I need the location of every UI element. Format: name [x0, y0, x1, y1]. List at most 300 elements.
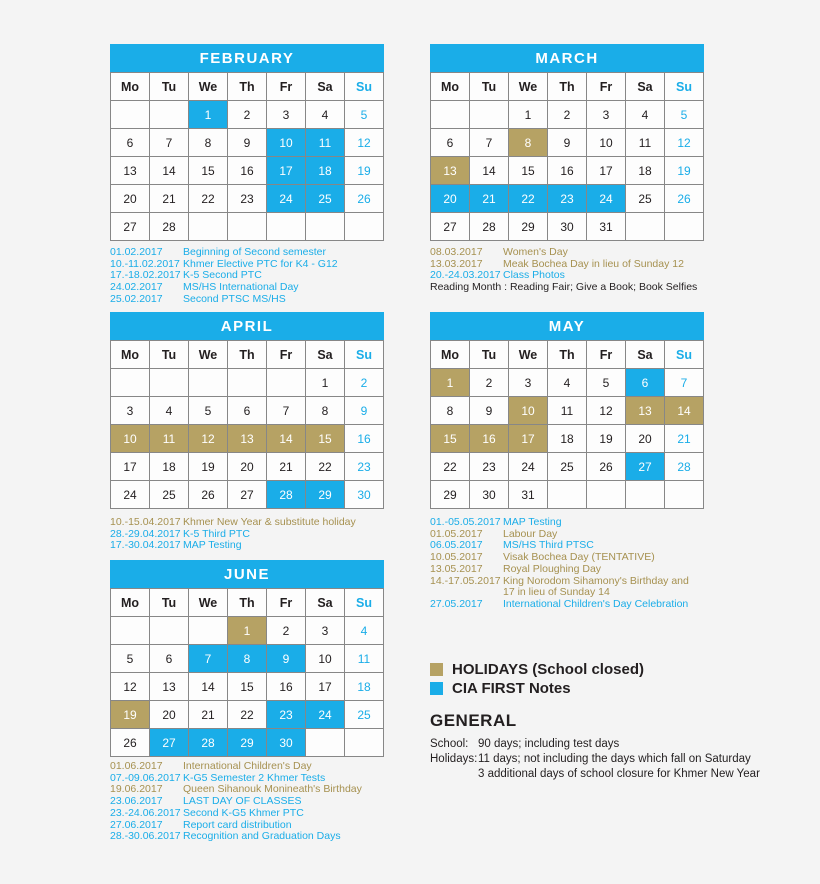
month-may [430, 312, 704, 509]
day-cell-june-22: 22 [228, 701, 267, 729]
month-march [430, 44, 704, 241]
day-cell-may-17: 17 [509, 425, 548, 453]
day-cell-march-11: 11 [626, 129, 665, 157]
note-text: Recognition and Graduation Days [183, 830, 341, 843]
general-empty-label [430, 767, 478, 782]
week-row-3 [431, 157, 704, 185]
day-cell-empty [548, 481, 587, 509]
note-row [430, 564, 730, 576]
day-cell-june-1: 1 [228, 617, 267, 645]
day-cell-empty [431, 101, 470, 129]
week-row-1 [111, 617, 384, 645]
week-row-2 [111, 397, 384, 425]
day-cell-april-6: 6 [228, 397, 267, 425]
general-title: GENERAL [430, 711, 517, 730]
note-date: 01.05.2017 [430, 527, 483, 540]
note-text: Class Photos [503, 269, 565, 282]
weekday-th: Th [548, 341, 587, 369]
day-cell-march-29: 29 [509, 213, 548, 241]
week-row-1 [431, 101, 704, 129]
day-cell-may-15: 15 [431, 425, 470, 453]
day-cell-february-13: 13 [111, 157, 150, 185]
note-row [110, 517, 410, 529]
general-school-label: School: [430, 738, 469, 750]
day-cell-june-24: 24 [306, 701, 345, 729]
day-cell-may-21: 21 [665, 425, 704, 453]
note-date: 17.-30.04.2017 [110, 539, 181, 552]
week-row-2 [111, 129, 384, 157]
general-section [430, 711, 760, 782]
general-school-line [430, 737, 760, 752]
note-date: 28.-29.04.2017 [110, 527, 181, 540]
day-cell-march-18: 18 [626, 157, 665, 185]
day-cell-june-26: 26 [111, 729, 150, 757]
notes-may [430, 517, 730, 611]
day-cell-february-17: 17 [267, 157, 306, 185]
day-cell-june-25: 25 [345, 701, 384, 729]
day-cell-february-12: 12 [345, 129, 384, 157]
day-cell-may-10: 10 [509, 397, 548, 425]
month-title-march: MARCH [430, 44, 704, 72]
weekday-su: Su [665, 73, 704, 101]
weekday-sa: Sa [306, 589, 345, 617]
day-cell-empty [665, 213, 704, 241]
week-row-5 [111, 729, 384, 757]
weekday-su: Su [665, 341, 704, 369]
day-cell-march-2: 2 [548, 101, 587, 129]
note-text: Report card distribution [183, 818, 292, 831]
note-text: Meak Bochea Day in lieu of Sunday 12 [503, 257, 684, 270]
day-cell-may-23: 23 [470, 453, 509, 481]
day-cell-may-27: 27 [626, 453, 665, 481]
day-cell-march-20: 20 [431, 185, 470, 213]
day-cell-march-14: 14 [470, 157, 509, 185]
weekday-fr: Fr [587, 73, 626, 101]
month-grid-march [430, 72, 704, 241]
day-cell-march-5: 5 [665, 101, 704, 129]
weekday-we: We [509, 341, 548, 369]
legend-notes-label: CIA FIRST Notes [452, 680, 571, 697]
day-cell-april-26: 26 [189, 481, 228, 509]
note-date: 10.-11.02.2017 [110, 257, 180, 270]
day-cell-may-16: 16 [470, 425, 509, 453]
day-cell-june-7: 7 [189, 645, 228, 673]
day-cell-april-29: 29 [306, 481, 345, 509]
day-cell-march-27: 27 [431, 213, 470, 241]
note-date: 01.06.2017 [110, 760, 163, 772]
weekday-su: Su [345, 73, 384, 101]
day-cell-may-28: 28 [665, 453, 704, 481]
day-cell-february-5: 5 [345, 101, 384, 129]
week-row-4 [111, 453, 384, 481]
day-cell-february-1: 1 [189, 101, 228, 129]
note-text: MS/HS Third PTSC [503, 539, 594, 552]
weekday-header-row [111, 73, 384, 101]
day-cell-empty [150, 617, 189, 645]
weekday-fr: Fr [267, 341, 306, 369]
day-cell-february-14: 14 [150, 157, 189, 185]
note-row [110, 247, 410, 259]
day-cell-april-28: 28 [267, 481, 306, 509]
week-row-5 [431, 481, 704, 509]
day-cell-empty [306, 213, 345, 241]
note-date: 25.02.2017 [110, 292, 163, 305]
day-cell-june-23: 23 [267, 701, 306, 729]
day-cell-june-4: 4 [345, 617, 384, 645]
weekday-we: We [189, 589, 228, 617]
day-cell-empty [345, 729, 384, 757]
weekday-su: Su [345, 589, 384, 617]
week-row-1 [431, 369, 704, 397]
weekday-tu: Tu [470, 73, 509, 101]
day-cell-april-25: 25 [150, 481, 189, 509]
day-cell-february-6: 6 [111, 129, 150, 157]
weekday-tu: Tu [150, 589, 189, 617]
day-cell-march-13: 13 [431, 157, 470, 185]
day-cell-april-18: 18 [150, 453, 189, 481]
day-cell-may-19: 19 [587, 425, 626, 453]
note-text: Royal Ploughing Day [503, 562, 602, 575]
note-date: 08.03.2017 [430, 246, 483, 258]
day-cell-february-10: 10 [267, 129, 306, 157]
weekday-mo: Mo [111, 341, 150, 369]
month-title-may: MAY [430, 312, 704, 340]
note-text: Queen Sihanouk Monineath's Birthday [183, 783, 362, 796]
day-cell-march-21: 21 [470, 185, 509, 213]
day-cell-february-27: 27 [111, 213, 150, 241]
notes-june [110, 761, 410, 843]
day-cell-june-5: 5 [111, 645, 150, 673]
day-cell-march-12: 12 [665, 129, 704, 157]
day-cell-march-28: 28 [470, 213, 509, 241]
month-february [110, 44, 384, 241]
day-cell-february-21: 21 [150, 185, 189, 213]
day-cell-may-3: 3 [509, 369, 548, 397]
day-cell-may-8: 8 [431, 397, 470, 425]
day-cell-april-3: 3 [111, 397, 150, 425]
day-cell-may-20: 20 [626, 425, 665, 453]
day-cell-february-16: 16 [228, 157, 267, 185]
day-cell-march-8: 8 [509, 129, 548, 157]
day-cell-march-9: 9 [548, 129, 587, 157]
note-date: 13.05.2017 [430, 562, 483, 575]
day-cell-march-22: 22 [509, 185, 548, 213]
legend [430, 660, 644, 698]
day-cell-empty [189, 369, 228, 397]
day-cell-february-26: 26 [345, 185, 384, 213]
day-cell-may-4: 4 [548, 369, 587, 397]
weekday-sa: Sa [626, 73, 665, 101]
day-cell-february-4: 4 [306, 101, 345, 129]
note-row [430, 247, 730, 259]
day-cell-may-11: 11 [548, 397, 587, 425]
day-cell-may-12: 12 [587, 397, 626, 425]
weekday-tu: Tu [470, 341, 509, 369]
day-cell-april-24: 24 [111, 481, 150, 509]
day-cell-february-18: 18 [306, 157, 345, 185]
day-cell-empty [228, 369, 267, 397]
notes-color-swatch [430, 682, 443, 695]
day-cell-february-7: 7 [150, 129, 189, 157]
day-cell-may-14: 14 [665, 397, 704, 425]
day-cell-may-9: 9 [470, 397, 509, 425]
weekday-header-row [431, 341, 704, 369]
day-cell-empty [150, 101, 189, 129]
note-text: K-G5 Semester 2 Khmer Tests [183, 771, 326, 784]
note-date: 01.02.2017 [110, 246, 163, 258]
day-cell-may-24: 24 [509, 453, 548, 481]
day-cell-february-22: 22 [189, 185, 228, 213]
note-row [110, 761, 410, 773]
weekday-header-row [111, 589, 384, 617]
weekday-th: Th [548, 73, 587, 101]
day-cell-march-30: 30 [548, 213, 587, 241]
note-date: 27.06.2017 [110, 818, 163, 831]
day-cell-march-4: 4 [626, 101, 665, 129]
day-cell-march-10: 10 [587, 129, 626, 157]
week-row-4 [431, 185, 704, 213]
note-text: Beginning of Second semester [183, 246, 327, 258]
day-cell-april-19: 19 [189, 453, 228, 481]
day-cell-june-27: 27 [150, 729, 189, 757]
note-date: 27.05.2017 [430, 597, 483, 610]
day-cell-march-15: 15 [509, 157, 548, 185]
week-row-4 [111, 701, 384, 729]
weekday-tu: Tu [150, 341, 189, 369]
day-cell-april-17: 17 [111, 453, 150, 481]
day-cell-june-14: 14 [189, 673, 228, 701]
month-grid-may [430, 340, 704, 509]
note-text: Reading Month : Reading Fair; Give a Book; Book Selfies [430, 281, 698, 294]
day-cell-empty [267, 213, 306, 241]
day-cell-april-30: 30 [345, 481, 384, 509]
week-row-5 [111, 213, 384, 241]
note-date: 28.-30.06.2017 [110, 830, 181, 843]
day-cell-april-9: 9 [345, 397, 384, 425]
notes-february [110, 247, 410, 306]
day-cell-empty [189, 617, 228, 645]
day-cell-june-15: 15 [228, 673, 267, 701]
note-text: Khmer Elective PTC for K4 - G12 [183, 257, 338, 270]
day-cell-april-11: 11 [150, 425, 189, 453]
note-date: 23.-24.06.2017 [110, 806, 181, 819]
note-date: 06.05.2017 [430, 539, 483, 552]
note-date: 07.-09.06.2017 [110, 771, 181, 784]
day-cell-june-6: 6 [150, 645, 189, 673]
day-cell-april-14: 14 [267, 425, 306, 453]
legend-holidays-label: HOLIDAYS (School closed) [452, 661, 644, 678]
day-cell-april-1: 1 [306, 369, 345, 397]
day-cell-april-16: 16 [345, 425, 384, 453]
day-cell-empty [626, 481, 665, 509]
note-text: MAP Testing [183, 539, 242, 552]
day-cell-june-12: 12 [111, 673, 150, 701]
weekday-mo: Mo [111, 589, 150, 617]
note-date: 24.02.2017 [110, 281, 163, 294]
note-row [110, 294, 410, 306]
note-text: Khmer New Year & substitute holiday [183, 516, 356, 528]
note-text: K-5 Third PTC [183, 527, 250, 540]
month-june [110, 560, 384, 757]
day-cell-empty [587, 481, 626, 509]
note-row [430, 599, 730, 611]
day-cell-june-10: 10 [306, 645, 345, 673]
day-cell-empty [626, 213, 665, 241]
day-cell-march-31: 31 [587, 213, 626, 241]
month-title-april: APRIL [110, 312, 384, 340]
week-row-5 [431, 213, 704, 241]
day-cell-february-28: 28 [150, 213, 189, 241]
general-holidays-label: Holidays: [430, 753, 478, 765]
general-holidays-line [430, 752, 760, 767]
month-grid-june [110, 588, 384, 757]
week-row-2 [111, 645, 384, 673]
day-cell-empty [111, 617, 150, 645]
day-cell-june-11: 11 [345, 645, 384, 673]
note-date: 14.-17.05.2017 [430, 574, 501, 587]
day-cell-may-29: 29 [431, 481, 470, 509]
day-cell-march-19: 19 [665, 157, 704, 185]
day-cell-june-19: 19 [111, 701, 150, 729]
month-title-june: JUNE [110, 560, 384, 588]
day-cell-june-21: 21 [189, 701, 228, 729]
day-cell-april-13: 13 [228, 425, 267, 453]
day-cell-empty [306, 729, 345, 757]
day-cell-may-18: 18 [548, 425, 587, 453]
day-cell-empty [665, 481, 704, 509]
weekday-th: Th [228, 73, 267, 101]
note-date: 19.06.2017 [110, 783, 163, 796]
day-cell-february-19: 19 [345, 157, 384, 185]
day-cell-june-9: 9 [267, 645, 306, 673]
weekday-th: Th [228, 589, 267, 617]
note-text: MAP Testing [503, 516, 562, 528]
day-cell-may-30: 30 [470, 481, 509, 509]
day-cell-may-31: 31 [509, 481, 548, 509]
weekday-header-row [431, 73, 704, 101]
day-cell-march-16: 16 [548, 157, 587, 185]
day-cell-march-7: 7 [470, 129, 509, 157]
weekday-mo: Mo [111, 73, 150, 101]
note-text: Second PTSC MS/HS [183, 292, 286, 305]
day-cell-april-22: 22 [306, 453, 345, 481]
day-cell-june-28: 28 [189, 729, 228, 757]
day-cell-empty [150, 369, 189, 397]
note-date: 23.06.2017 [110, 795, 163, 808]
note-text: 17 in lieu of Sunday 14 [503, 586, 610, 599]
week-row-3 [111, 673, 384, 701]
legend-item-holidays [430, 660, 644, 679]
day-cell-april-12: 12 [189, 425, 228, 453]
note-date: 17.-18.02.2017 [110, 269, 181, 282]
day-cell-april-10: 10 [111, 425, 150, 453]
note-date: 01.-05.05.2017 [430, 516, 501, 528]
day-cell-june-13: 13 [150, 673, 189, 701]
month-grid-february [110, 72, 384, 241]
day-cell-june-17: 17 [306, 673, 345, 701]
note-text: Labour Day [503, 527, 558, 540]
weekday-th: Th [228, 341, 267, 369]
week-row-2 [431, 397, 704, 425]
week-row-1 [111, 101, 384, 129]
weekday-su: Su [345, 341, 384, 369]
day-cell-empty [189, 213, 228, 241]
weekday-fr: Fr [267, 73, 306, 101]
note-text: K-5 Second PTC [183, 269, 262, 282]
day-cell-march-26: 26 [665, 185, 704, 213]
day-cell-april-20: 20 [228, 453, 267, 481]
day-cell-may-5: 5 [587, 369, 626, 397]
weekday-tu: Tu [150, 73, 189, 101]
day-cell-april-27: 27 [228, 481, 267, 509]
month-april [110, 312, 384, 509]
note-text: Women's Day [503, 246, 568, 258]
day-cell-empty [267, 369, 306, 397]
note-date: 20.-24.03.2017 [430, 269, 501, 282]
day-cell-june-30: 30 [267, 729, 306, 757]
legend-item-notes [430, 679, 644, 698]
day-cell-empty [345, 213, 384, 241]
week-row-4 [111, 185, 384, 213]
day-cell-april-2: 2 [345, 369, 384, 397]
weekday-we: We [509, 73, 548, 101]
day-cell-may-2: 2 [470, 369, 509, 397]
day-cell-may-13: 13 [626, 397, 665, 425]
note-row [430, 282, 730, 294]
note-row [110, 808, 410, 820]
day-cell-march-3: 3 [587, 101, 626, 129]
day-cell-may-1: 1 [431, 369, 470, 397]
note-row [110, 831, 410, 843]
day-cell-june-29: 29 [228, 729, 267, 757]
day-cell-february-15: 15 [189, 157, 228, 185]
weekday-sa: Sa [306, 341, 345, 369]
weekday-mo: Mo [431, 73, 470, 101]
weekday-fr: Fr [267, 589, 306, 617]
weekday-we: We [189, 73, 228, 101]
weekday-sa: Sa [306, 73, 345, 101]
note-date: 13.03.2017 [430, 257, 483, 270]
note-text: MS/HS International Day [183, 281, 299, 294]
day-cell-march-17: 17 [587, 157, 626, 185]
day-cell-may-22: 22 [431, 453, 470, 481]
day-cell-february-2: 2 [228, 101, 267, 129]
day-cell-may-25: 25 [548, 453, 587, 481]
weekday-we: We [189, 341, 228, 369]
day-cell-february-3: 3 [267, 101, 306, 129]
week-row-2 [431, 129, 704, 157]
day-cell-march-6: 6 [431, 129, 470, 157]
week-row-5 [111, 481, 384, 509]
day-cell-february-20: 20 [111, 185, 150, 213]
holiday-color-swatch [430, 663, 443, 676]
day-cell-march-1: 1 [509, 101, 548, 129]
month-title-february: FEBRUARY [110, 44, 384, 72]
day-cell-empty [111, 101, 150, 129]
day-cell-june-3: 3 [306, 617, 345, 645]
week-row-1 [111, 369, 384, 397]
day-cell-may-7: 7 [665, 369, 704, 397]
week-row-3 [111, 425, 384, 453]
day-cell-may-6: 6 [626, 369, 665, 397]
week-row-3 [111, 157, 384, 185]
day-cell-april-4: 4 [150, 397, 189, 425]
day-cell-june-16: 16 [267, 673, 306, 701]
note-text: LAST DAY OF CLASSES [183, 795, 302, 808]
day-cell-february-25: 25 [306, 185, 345, 213]
day-cell-june-8: 8 [228, 645, 267, 673]
day-cell-june-18: 18 [345, 673, 384, 701]
